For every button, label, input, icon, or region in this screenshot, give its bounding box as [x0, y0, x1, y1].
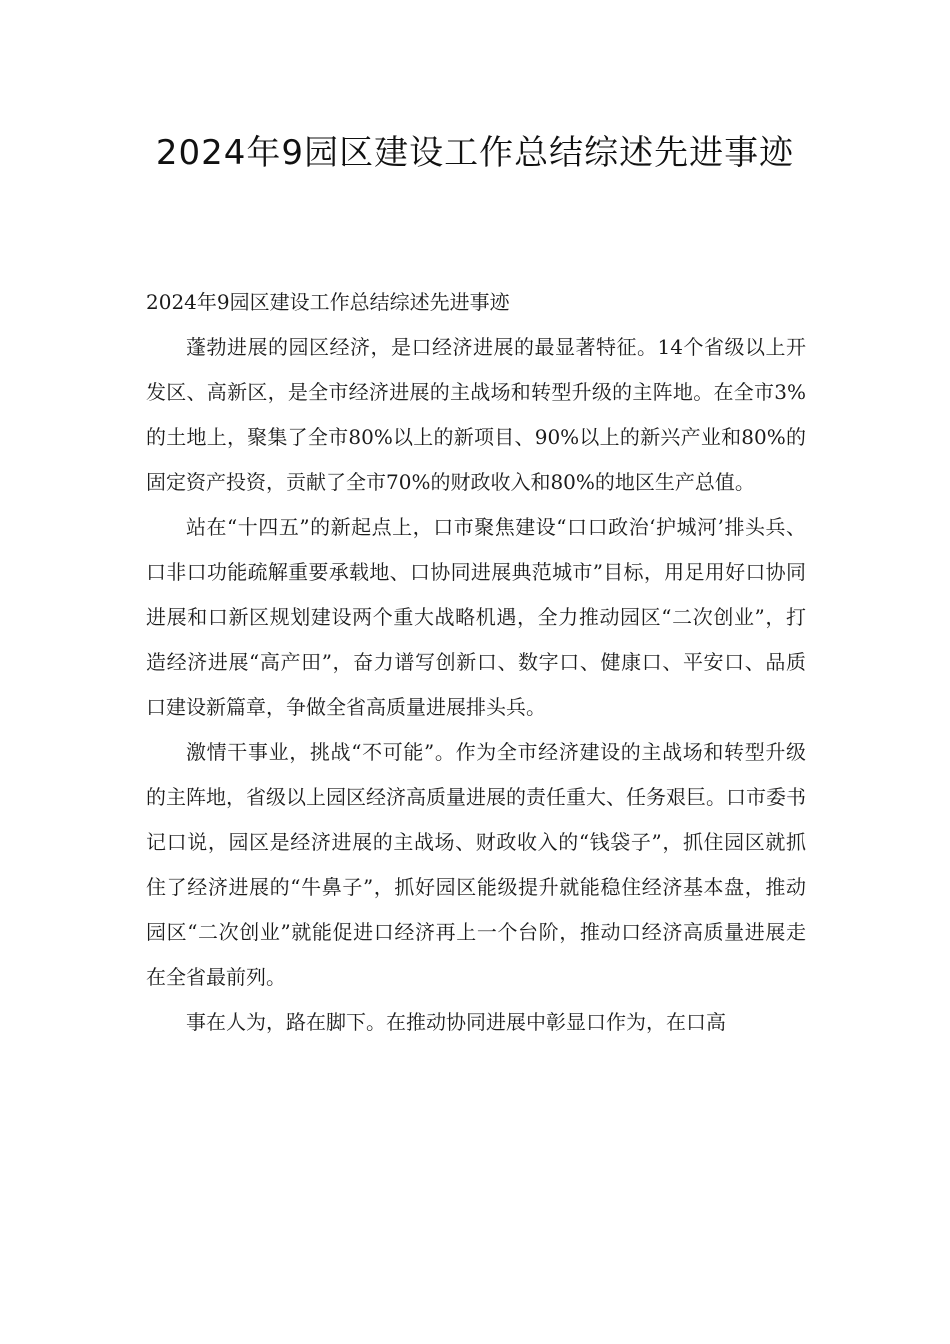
paragraph: 激情干事业，挑战“不可能”。作为全市经济建设的主战场和转型升级的主阵地，省级以上园区经济高质量进展的责任重大、任务艰巨。口市委书记口说，园区是经济进展的主战场、财政收入的“钱袋子”，抓住园区就抓住了经济进展的“牛鼻子”，抓好园区能级提升就能稳住经济基本盘，推动园区“二次创业”就能促进口经济再上一个台阶，推动口经济高质量进展走在全省最前列。	[146, 740, 806, 989]
document-subtitle: 2024年9园区建设工作总结综述先进事迹	[146, 290, 510, 314]
document-title: 2024年9园区建设工作总结综述先进事迹	[155, 133, 795, 173]
paragraph: 站在“十四五”的新起点上，口市聚焦建设“口口政治‘护城河’排头兵、口非口功能疏解重要承载地、口协同进展典范城市”目标，用足用好口协同进展和口新区规划建设两个重大战略机遇，全力推动园区“二次创业”，打造经济进展“高产田”，奋力谱写创新口、数字口、健康口、平安口、品质口建设新篇章，争做全省高质量进展排头兵。	[146, 515, 806, 719]
paragraph: 事在人为，路在脚下。在推动协同进展中彰显口作为，在口高	[186, 1010, 726, 1034]
document-body	[146, 280, 806, 1045]
paragraph: 蓬勃进展的园区经济，是口经济进展的最显著特征。14个省级以上开发区、高新区，是全市经济进展的主战场和转型升级的主阵地。在全市3%的土地上，聚集了全市80%以上的新项目、90%以上的新兴产业和80%的固定资产投资，贡献了全市70%的财政收入和80%的地区生产总值。	[146, 335, 806, 494]
